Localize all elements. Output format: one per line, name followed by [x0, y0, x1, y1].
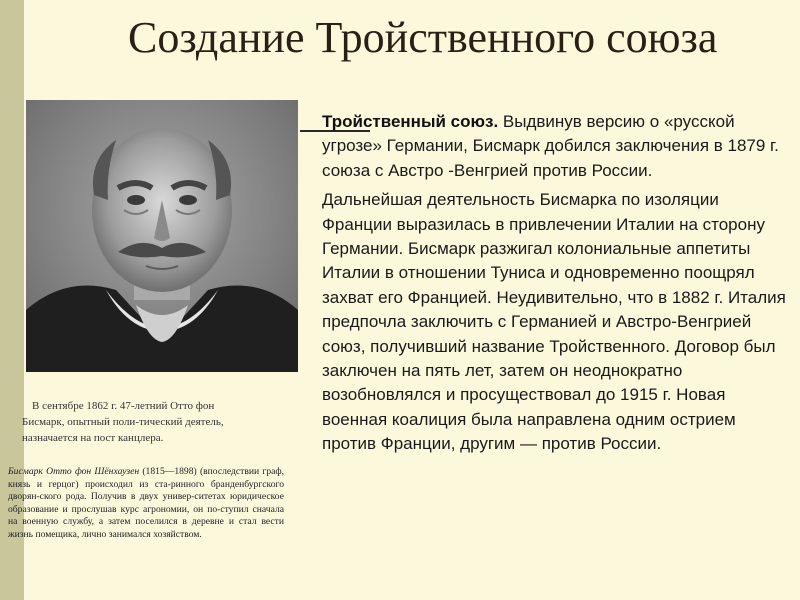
term-heading: Тройственный союз.	[322, 112, 499, 131]
paragraph-1	[322, 110, 792, 183]
main-text	[322, 110, 792, 462]
slide-title: Создание Тройственного союза	[128, 13, 718, 62]
caption-line: Бисмарк, опытный поли-тический деятель,	[22, 416, 224, 428]
caption-line: назначается на пост канцлера.	[22, 432, 164, 444]
bismarck-biography	[8, 466, 284, 542]
bismarck-portrait	[26, 100, 298, 372]
bio-name: Бисмарк Отто фон Шёнхаузен	[8, 466, 140, 477]
portrait-caption	[22, 398, 282, 446]
bio-text: (1815—1898) (впоследствии граф, князь и герцог) происходил из ста-ринного бранденбургского дворян-ского рода. Получив в двух универ-ситетах юридическое образование и прослушав курс агрономии, он по-ступил сначала на военную службу, а затем поселился в деревне и стал вести жизнь помещика, лично занимался хозяйством.	[8, 466, 284, 540]
paragraph-1-text: Выдвинув версию о «русской угрозе» Германии, Бисмарк добился заключения в 1879 г. союза с Австро -Венгрией против России.	[322, 112, 779, 180]
paragraph-2: Дальнейшая деятельность Бисмарка по изоляции Франции выразилась в привлечении Италии на сторону Германии. Бисмарк разжигал колониальные аппетиты Италии в отношении Туниса и одновременно поощрял захват его Францией. Неудивительно, что в 1882 г. Италия предпочла заключить с Германией и Австро-Венгрией союз, получивший название Тройственного. Договор был заключен на пять лет, затем он неоднократно возобновлялся и просуществовал до 1915 г. Новая военная коалиция была направлена одним острием против Франции, другим — против России.	[322, 190, 786, 454]
caption-line: В сентябре 1862 г. 47-летний Отто фон	[32, 400, 215, 412]
